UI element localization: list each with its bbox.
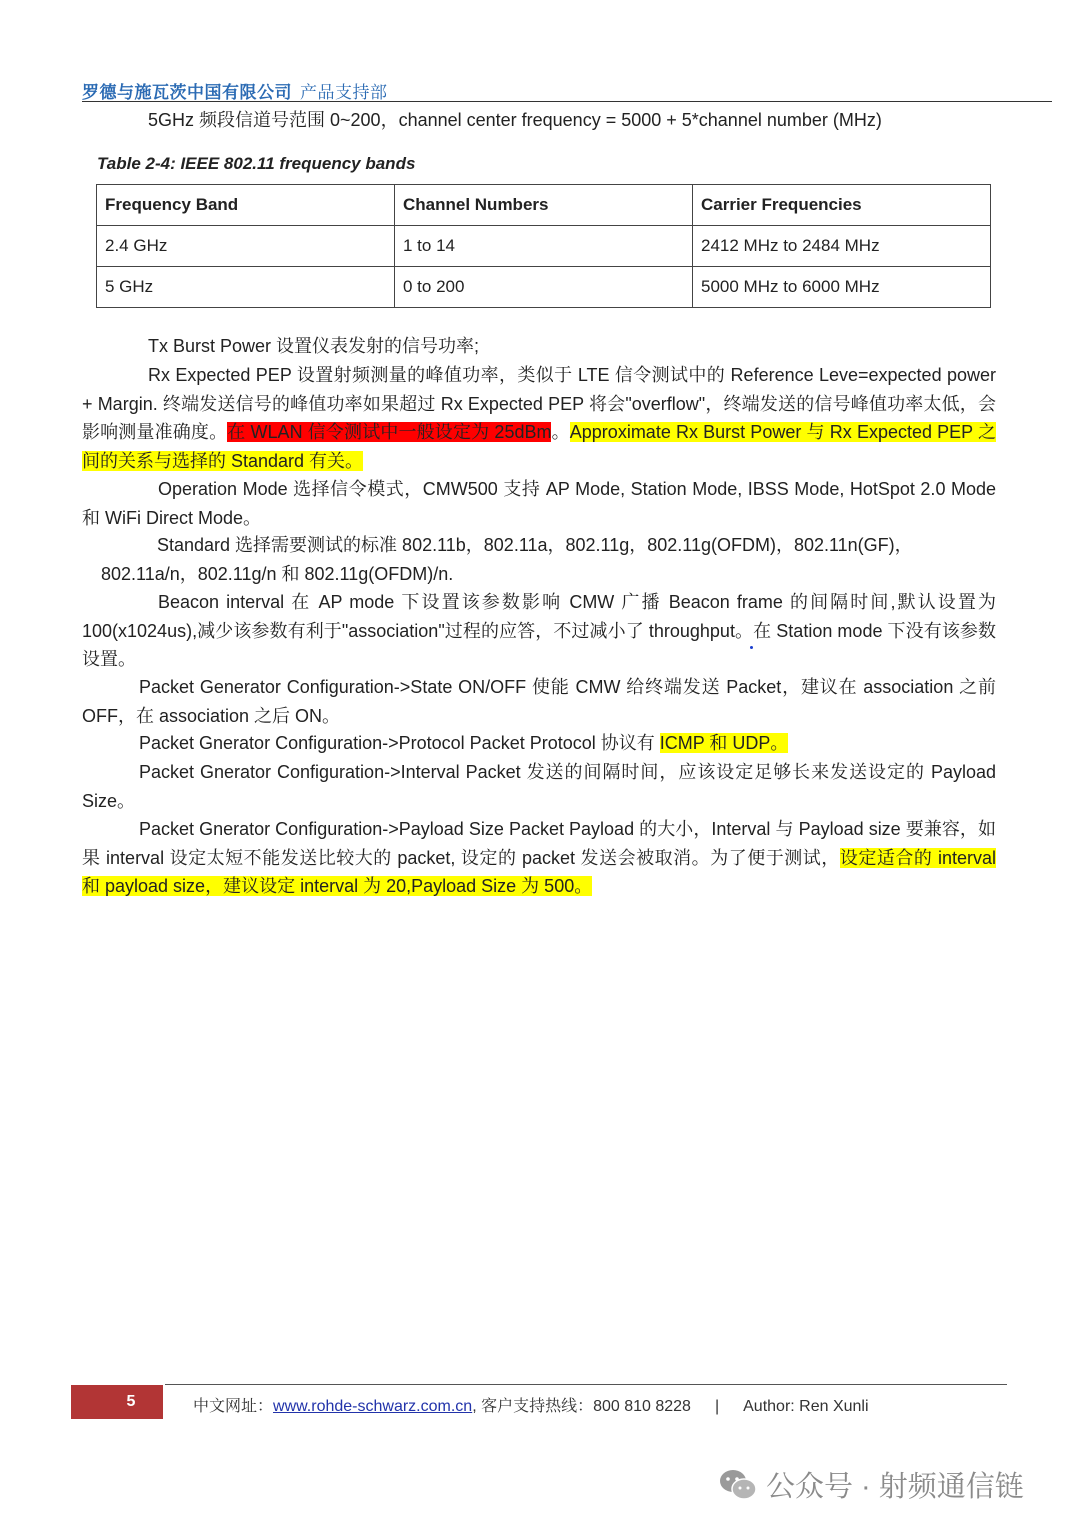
header-dept: 产品支持部 bbox=[300, 83, 388, 102]
stray-dot bbox=[750, 646, 753, 649]
para-operation-mode: Operation Mode 选择信令模式，CMW500 支持 AP Mode, Station Mode, IBSS Mode, HotSpot 2.0 Mode 和 WiFi Direct Mode。 bbox=[82, 479, 996, 528]
table-header-cell: Channel Numbers bbox=[395, 185, 693, 226]
para-tx-burst: Tx Burst Power 设置仪表发射的信号功率; bbox=[148, 336, 480, 356]
pg-payload-highlight: 设定适合的 interval 和 payload size，建议设定 interval 为 20,Payload Size 为 500。 bbox=[82, 847, 996, 896]
rx-pep-red-highlight: 在 WLAN 信令测试中一般设定为 25dBm bbox=[227, 422, 552, 442]
table-caption: Table 2-4: IEEE 802.11 frequency bands bbox=[97, 154, 416, 173]
table-row bbox=[97, 267, 991, 308]
table-header-cell: Carrier Frequencies bbox=[693, 185, 991, 226]
rx-pep-yellow-highlight: Approximate Rx Burst Power 与 Rx Expected PEP 之间的关系与选择的 Standard 有关。 bbox=[82, 422, 997, 471]
intro-line: 5GHz 频段信道号范围 0~200，channel center frequency = 5000 + 5*channel number (MHz) bbox=[148, 110, 882, 130]
table-cell: 5000 MHz to 6000 MHz bbox=[693, 267, 991, 308]
table-header-row bbox=[97, 185, 991, 226]
footer-text bbox=[193, 1393, 869, 1416]
footer-hotline: , 客户支持热线：800 810 8228 bbox=[472, 1398, 691, 1415]
page-number: 5 bbox=[126, 1393, 136, 1410]
footer-site-link[interactable]: www.rohde-schwarz.com.cn bbox=[273, 1398, 473, 1415]
frequency-table bbox=[96, 184, 991, 308]
footer-divider: | bbox=[714, 1398, 720, 1415]
para-pg-interval: Packet Gnerator Configuration->Interval Packet 发送的间隔时间，应该设定足够长来发送设定的 Payload Size。 bbox=[82, 762, 996, 811]
para-standard-line1: Standard 选择需要测试的标准 802.11b，802.11a，802.11g，802.11g(OFDM)，802.11n(GF)， bbox=[157, 535, 913, 555]
para-beacon: Beacon interval 在 AP mode 下设置该参数影响 CMW 广播 Beacon frame 的间隔时间,默认设置为 100(x1024us),减少该参数有利于"association"过程的应答，不过减小了 throughput。在 Station mode 下没有该参数设置。 bbox=[82, 592, 996, 669]
table-header-cell: Frequency Band bbox=[97, 185, 395, 226]
footer-rule bbox=[165, 1384, 1007, 1385]
footer-author: Author: Ren Xunli bbox=[743, 1398, 869, 1415]
table-cell: 2412 MHz to 2484 MHz bbox=[693, 226, 991, 267]
rx-pep-mid: 。 bbox=[551, 422, 570, 442]
pg-payload-text: Packet Gnerator Configuration->Payload Size Packet Payload 的大小，Interval 与 Payload size 要兼容，如果 interval 设定太短不能发送比较大的 packet, 设定的 packet 发送会被取消。为了便于测试， bbox=[82, 819, 996, 868]
pg-protocol-text: Packet Gnerator Configuration->Protocol Packet Protocol 协议有 bbox=[139, 733, 660, 753]
table-cell: 0 to 200 bbox=[395, 267, 693, 308]
para-pg-protocol bbox=[139, 729, 788, 758]
para-rx-pep bbox=[82, 361, 996, 475]
watermark bbox=[718, 1464, 1024, 1505]
pg-protocol-highlight: ICMP 和 UDP。 bbox=[659, 733, 789, 753]
rx-pep-text: Rx Expected PEP 设置射频测量的峰值功率，类似于 LTE 信令测试中的 Reference Leve=expected power + Margin. 终端发送信号的峰值功率如果超过 Rx Expected PEP 将会"overflow"，终端发送的信号峰值功率太低，会影响测量准确度。 bbox=[82, 365, 996, 442]
table-cell: 2.4 GHz bbox=[97, 226, 395, 267]
header-title bbox=[82, 78, 388, 103]
table-cell: 1 to 14 bbox=[395, 226, 693, 267]
wechat-icon bbox=[718, 1468, 758, 1502]
footer-site-label: 中文网址： bbox=[193, 1398, 274, 1415]
header-rule bbox=[82, 101, 1052, 102]
watermark-text: 公众号 · 射频通信链 bbox=[766, 1471, 1024, 1503]
page-number-box bbox=[71, 1385, 163, 1419]
para-pg-state: Packet Generator Configuration->State ON/OFF 使能 CMW 给终端发送 Packet，建议在 association 之前 OFF，在 association 之后 ON。 bbox=[82, 677, 996, 726]
header-company: 罗德与施瓦茨中国有限公司 bbox=[82, 83, 292, 102]
para-pg-payload bbox=[82, 815, 996, 901]
table-cell: 5 GHz bbox=[97, 267, 395, 308]
para-standard-line2: 802.11a/n，802.11g/n 和 802.11g(OFDM)/n. bbox=[101, 564, 454, 584]
table-row bbox=[97, 226, 991, 267]
